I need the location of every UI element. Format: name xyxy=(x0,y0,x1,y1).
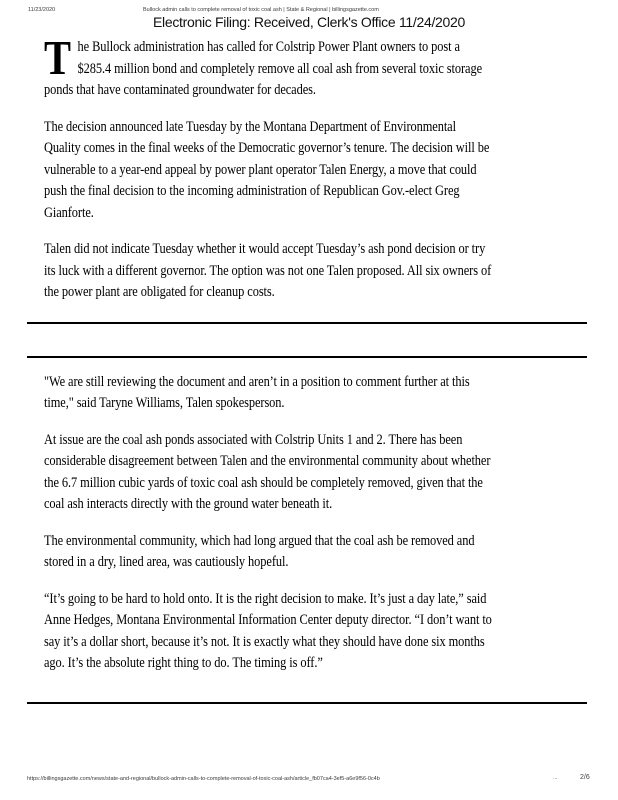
horizontal-divider xyxy=(27,702,587,704)
horizontal-divider xyxy=(27,356,587,358)
print-header-title: Bullock admin calls to complete removal of toxic coal ash | State & Regional | billingsgazette.com xyxy=(143,7,379,13)
article-body xyxy=(44,30,494,690)
article-paragraph: The decision announced late Tuesday by the Montana Department of Environmental Quality comes in the final weeks of the Democratic governor’s tenure. The decision will be vulnerable to a year-end appeal by power plant operator Talen Energy, a move that could push the final decision to the incoming administration of Republican Gov.-elect Greg Gianforte. xyxy=(44,118,490,221)
print-footer-page-number: 2/6 xyxy=(580,774,590,781)
article-paragraph: "We are still reviewing the document and aren’t in a position to comment further at this time," said Taryne Williams, Talen spokesperson. xyxy=(44,373,470,411)
article-paragraph: Talen did not indicate Tuesday whether it would accept Tuesday’s ash pond decision or try its luck with a different governor. The option was not one Talen proposed. All six owners of the power plant are obligated for cleanup costs. xyxy=(44,241,492,300)
article-paragraph: At issue are the coal ash ponds associated with Colstrip Units 1 and 2. There has been considerable disagreement between Talen and the environmental community about whether the 6.7 million cubic yards of toxic coal ash should be completely removed, given that the coal ash interacts directly with the ground water beneath it. xyxy=(44,431,491,512)
horizontal-divider xyxy=(27,322,587,324)
drop-cap: T xyxy=(44,30,71,85)
article-paragraph: The environmental community, which had long argued that the coal ash be removed and stored in a dry, lined area, was cautiously hopeful. xyxy=(44,532,475,570)
paragraph-text: he Bullock administration has called for Colstrip Power Plant owners to post a $285.4 million bond and completely remove all coal ash from several toxic storage ponds that have contaminated groundwater for decades. xyxy=(44,39,483,98)
print-footer-url: https://billingsgazette.com/news/state-and-regional/bullock-admin-calls-to-complete-removal-of-toxic-coal-ash/article_fb07ca4-3ef5-a6e9f56-0c4b xyxy=(27,776,380,782)
electronic-filing-stamp: Electronic Filing: Received, Clerk's Office 11/24/2020 xyxy=(152,14,465,30)
article-paragraph: “It’s going to be hard to hold onto. It is the right decision to make. It’s just a day late,” said Anne Hedges, Montana Environmental Information Center deputy director. “I don’t want to say it’s a dollar short, because it’s not. It is exactly what they should have done six months ago. It’s the absolute right thing to do. The timing is off.” xyxy=(44,590,492,671)
print-header-date: 11/23/2020 xyxy=(28,7,56,13)
print-footer-ellipsis: ... xyxy=(553,775,558,781)
article-paragraph xyxy=(44,30,494,102)
